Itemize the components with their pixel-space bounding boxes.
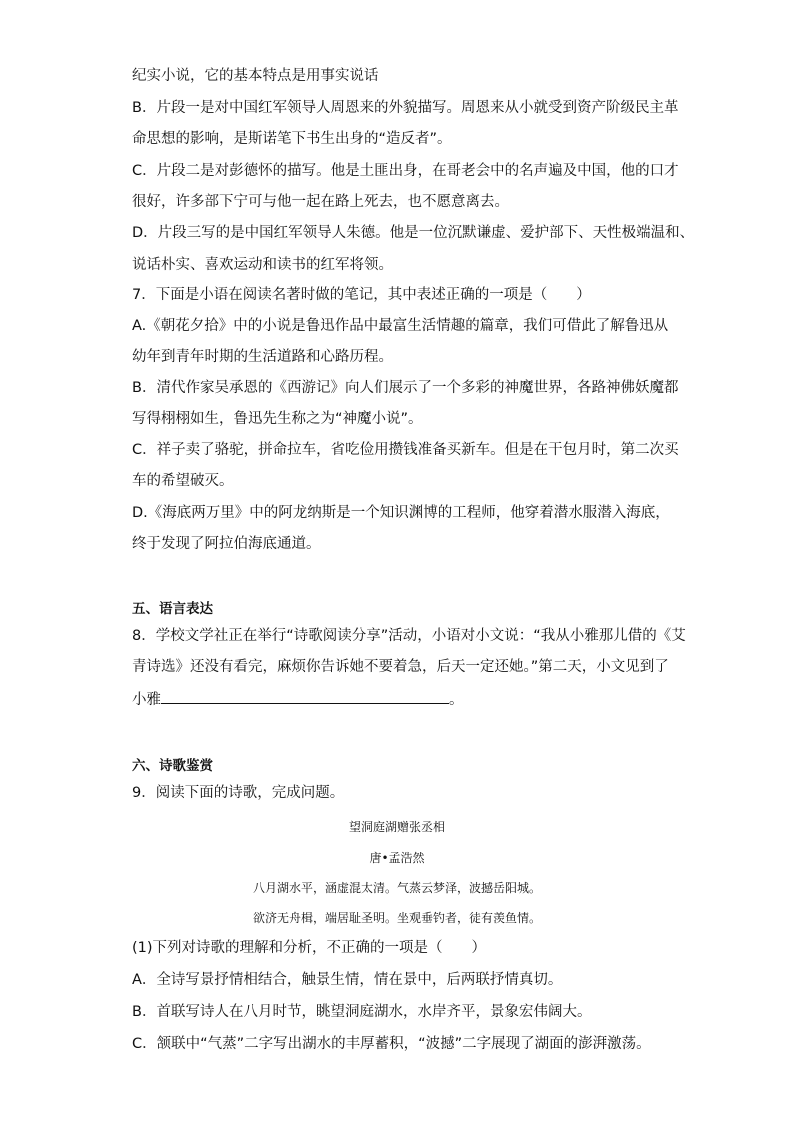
poem-title: 望洞庭湖赠张丞相	[348, 820, 445, 834]
section-6-heading: 六、诗歌鉴赏	[132, 758, 213, 774]
q8-answer-blank[interactable]	[161, 689, 449, 704]
q7-stem: 7．下面是小语在阅读名著时做的笔记，其中表述正确的一项是（ ）	[132, 287, 591, 303]
q7-option-d-line1: D.《海底两万里》中的阿龙纳斯是一个知识渊博的工程师，他穿着潜水服潜入海底，	[132, 505, 670, 521]
poem-line-2: 欲济无舟楫，端居耻圣明。坐观垂钓者，徒有羡鱼情。	[252, 911, 541, 925]
q8-line3-suffix: 。	[449, 692, 464, 708]
q8-line3-prefix: 小雅	[132, 692, 161, 708]
q7-option-c-line1: C．祥子卖了骆驼，拼命拉车，省吃俭用攒钱准备买新车。但是在干包月时，第二次买	[132, 442, 679, 458]
q9-sub1-stem: (1)下列对诗歌的理解和分析，不正确的一项是（ ）	[132, 940, 487, 956]
q6-option-b-line1: B．片段一是对中国红军领导人周恩来的外貌描写。周恩来从小就受到资产阶级民主革	[132, 100, 679, 116]
poem-author: 唐•孟浩然	[369, 851, 425, 865]
section-5-heading: 五、语言表达	[132, 601, 213, 617]
q6-option-d-line2: 说话朴实、喜欢运动和读书的红军将领。	[132, 257, 393, 273]
q9-sub1-option-a: A．全诗写景抒情相结合，触景生情，情在景中，后两联抒情真切。	[132, 972, 563, 988]
q9-sub1-option-b: B．首联写诗人在八月时节，眺望洞庭湖水，水岸齐平，景象宏伟阔大。	[132, 1004, 592, 1020]
poem-line-1: 八月湖水平，涵虚混太清。气蒸云梦泽，波撼岳阳城。	[252, 881, 541, 895]
q7-option-b-line2: 写得栩栩如生，鲁迅先生称之为“神魔小说”。	[132, 411, 423, 427]
q7-option-b-line1: B．清代作家吴承恩的《西游记》向人们展示了一个多彩的神魔世界，各路神佛妖魔都	[132, 380, 679, 396]
q8-line3	[132, 689, 464, 710]
q7-option-c-line2: 车的希望破灭。	[132, 473, 234, 489]
q8-line1: 8．学校文学社正在举行“诗歌阅读分享”活动，小语对小文说：“我从小雅那儿借的《艾	[132, 628, 686, 644]
q6-option-a-tail: 纪实小说，它的基本特点是用事实说话	[132, 68, 379, 84]
q8-line2: 青诗选》还没有看完，麻烦你告诉她不要着急，后天一定还她。”第二天，小文见到了	[132, 659, 669, 675]
q6-option-c-line2: 很好，许多部下宁可与他一起在路上死去，也不愿意离去。	[132, 194, 509, 210]
q6-option-d-line1: D．片段三写的是中国红军领导人朱德。他是一位沉默谦虚、爱护部下、天性极端温和、	[132, 225, 695, 241]
q6-option-b-line2: 命思想的影响，是斯诺笔下书生出身的“造反者”。	[132, 131, 452, 147]
q6-option-c-line1: C．片段二是对彭德怀的描写。他是土匪出身，在哥老会中的名声遍及中国，他的口才	[132, 163, 679, 179]
q9-stem: 9．阅读下面的诗歌，完成问题。	[132, 785, 345, 801]
q9-sub1-option-c: C．颔联中“气蒸”二字写出湖水的丰厚蓄积，“波撼”二字展现了湖面的澎湃激荡。	[132, 1036, 651, 1052]
q7-option-a-line1: A.《朝花夕拾》中的小说是鲁迅作品中最富生活情趣的篇章，我们可借此了解鲁迅从	[132, 318, 669, 334]
q7-option-d-line2: 终于发现了阿拉伯海底通道。	[132, 536, 321, 552]
q7-option-a-line2: 幼年到青年时期的生活道路和心路历程。	[132, 349, 393, 365]
